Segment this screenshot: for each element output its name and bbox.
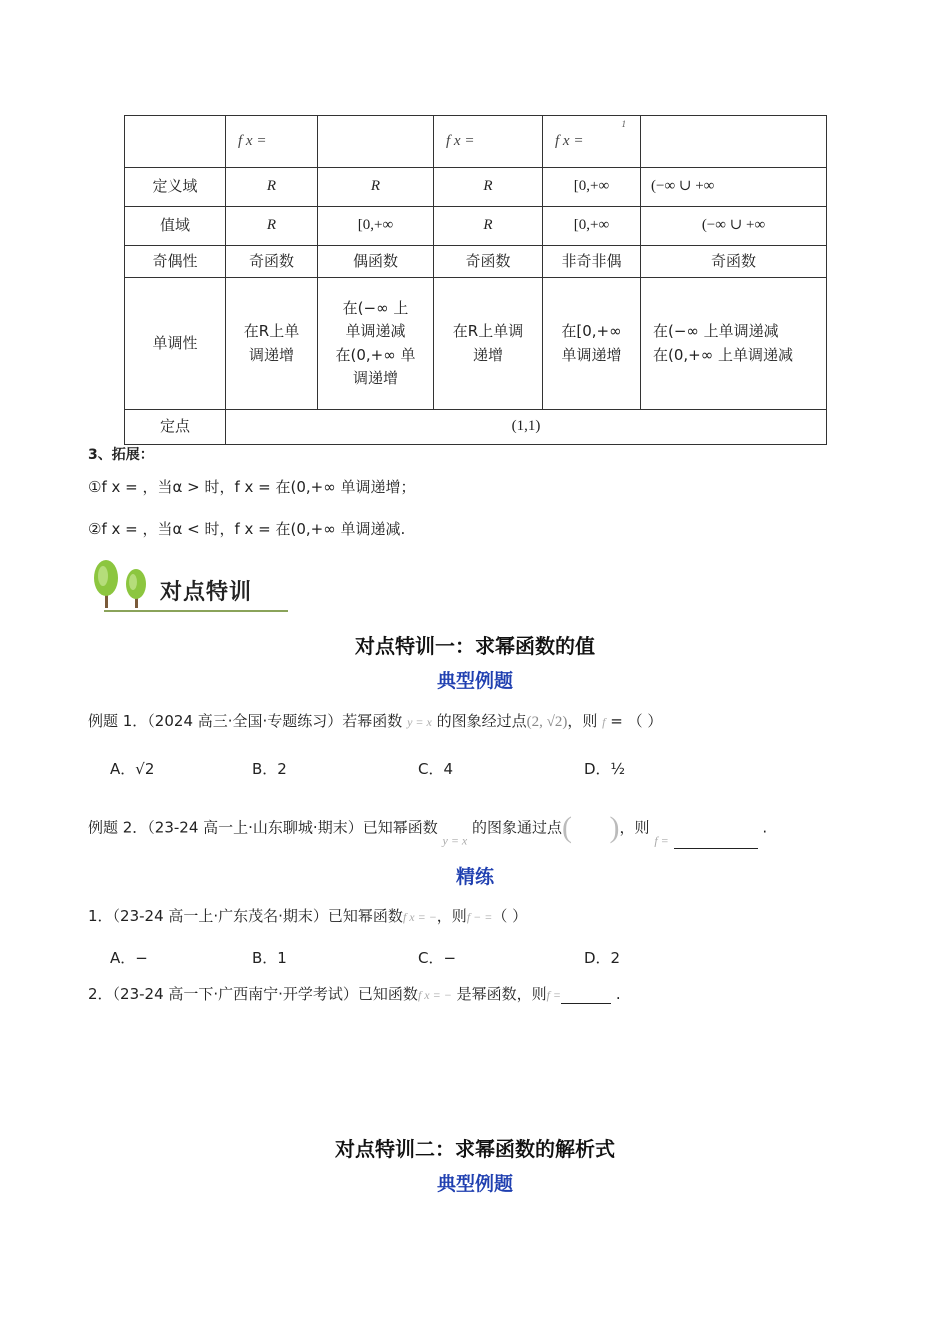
table-cell: R [434,207,543,246]
q-math: f x = − [417,988,452,1002]
section-1-title: 对点特训一：求幂函数的值 [355,634,595,658]
cell-line: 在(0,+∞ 单 [335,345,416,364]
header-superscript: 1 [621,119,626,129]
table-cell: 奇函数 [641,246,827,278]
q-text: 2．（23-24 高一下·广西南宁·开学考试）已知函数 [88,985,418,1003]
header-cell [543,116,641,168]
banner-underline [104,610,288,612]
section-2-title: 对点特训二：求幂函数的解析式 [335,1137,615,1161]
table-cell: 奇函数 [434,246,543,278]
practice-2-question [88,983,621,1004]
table-cell [543,278,641,410]
cell-line: 单调递减 [345,322,406,341]
extension-heading: 3、拓展： [88,447,154,463]
practice-1-option-d: D．2 [584,949,621,967]
q-math: f x = − [402,910,437,924]
header-cell [125,116,226,168]
practice-1-option-b: B．1 [252,949,287,967]
q-text: 例题 2．（23-24 高一上·山东聊城·期末）已知幂函数 [88,818,438,837]
cell-line: 调递增 [248,345,294,364]
table-row-fixed-point [125,410,827,445]
table-cell [226,278,318,410]
q-math: y = x [407,715,432,729]
practice-1-question [88,905,527,926]
table-cell [318,278,434,410]
q-math: f [602,715,606,729]
table-row-range [125,207,827,246]
example-1-option-b: B．2 [252,760,287,778]
table-cell: R [226,168,318,207]
table-cell: [0,+∞ [543,168,641,207]
table-cell: (1,1) [226,410,827,445]
header-cell: f x = [434,116,543,168]
header-cell [318,116,434,168]
header-cell [641,116,827,168]
table-cell: (−∞ ∪ +∞ [641,168,827,207]
power-function-properties-table [124,115,827,445]
table-header-row [125,116,827,168]
q-text: . [615,985,621,1003]
q-text: ，则 [436,907,467,925]
row-label: 单调性 [125,278,226,410]
table-cell: [0,+∞ [318,207,434,246]
table-cell [434,278,543,410]
table-cell [641,278,827,410]
header-cell: f x = [226,116,318,168]
q-point: (2, √2) [526,714,568,730]
q-text: 1．（23-24 高一上·广东茂名·期末）已知幂函数 [88,907,403,925]
practice-heading: 精练 [455,866,494,888]
q-text: 的图象经过点 [436,712,527,730]
practice-1-option-c: C．− [418,949,457,967]
extension-line-2: ②f x = ，当α < 时，f x = 在(0,+∞ 单调递减. [88,520,406,538]
table-cell: R [434,168,543,207]
row-label: 值域 [125,207,226,246]
cell-line: 单调递增 [561,345,622,364]
q-text: 是幂函数，则 [456,985,547,1003]
cell-line: 调递增 [352,368,398,387]
q-text: 例题 1．（2024 高三·全国·专题练习）若幂函数 [88,712,403,730]
q-text: . [762,818,768,837]
q-math: f = [546,988,562,1002]
table-cell: R [226,207,318,246]
cell-line: 在(−∞ 上 [342,299,409,317]
table-cell: 非奇非偶 [543,246,641,278]
section-1-examples-heading: 典型例题 [436,670,513,692]
q-text: ，则 [567,712,598,730]
table-row-monotonicity [125,278,827,410]
header-cell-text: f x = [555,132,584,149]
q-text: 的图象通过点 [472,818,563,837]
cell-line: 在[0,+∞ [561,322,622,341]
row-label: 定点 [125,410,226,445]
table-cell: 奇函数 [226,246,318,278]
q-text: = （ ） [610,712,663,730]
section-2-examples-heading: 典型例题 [436,1173,513,1195]
q-math: f − = [466,910,493,924]
example-1-option-d: D．½ [584,760,626,778]
banner-title: 对点特训 [160,580,253,605]
example-1-option-a: A．√2 [110,760,155,778]
cell-line: 在(0,+∞ 上单调递减 [653,345,793,364]
example-1-question [88,710,662,731]
q-math: f = [654,833,669,848]
practice-1-option-a: A．− [110,949,148,967]
table-cell: [0,+∞ [543,207,641,246]
table-cell: R [318,168,434,207]
cell-line: 在R上单 [243,322,300,341]
cell-line: 递增 [472,345,503,364]
table-row-domain [125,168,827,207]
q-text: （ ） [492,907,528,925]
q-point-parens: ( ) [562,811,620,844]
table-cell: (−∞ ∪ +∞ [641,207,827,246]
q-text: ，则 [619,818,650,837]
answer-blank[interactable] [674,848,758,849]
answer-blank[interactable] [561,1003,611,1004]
example-2-question [88,813,767,849]
example-1-option-c: C．4 [418,760,454,778]
table-cell: 偶函数 [318,246,434,278]
row-label: 定义域 [125,168,226,207]
row-label: 奇偶性 [125,246,226,278]
cell-line: 在R上单调 [452,322,524,341]
cell-line: 在(−∞ 上单调递减 [653,322,779,341]
q-math: y = x [442,833,468,848]
table-row-parity [125,246,827,278]
extension-line-1: ①f x = ，当α > 时，f x = 在(0,+∞ 单调递增； [88,478,416,496]
